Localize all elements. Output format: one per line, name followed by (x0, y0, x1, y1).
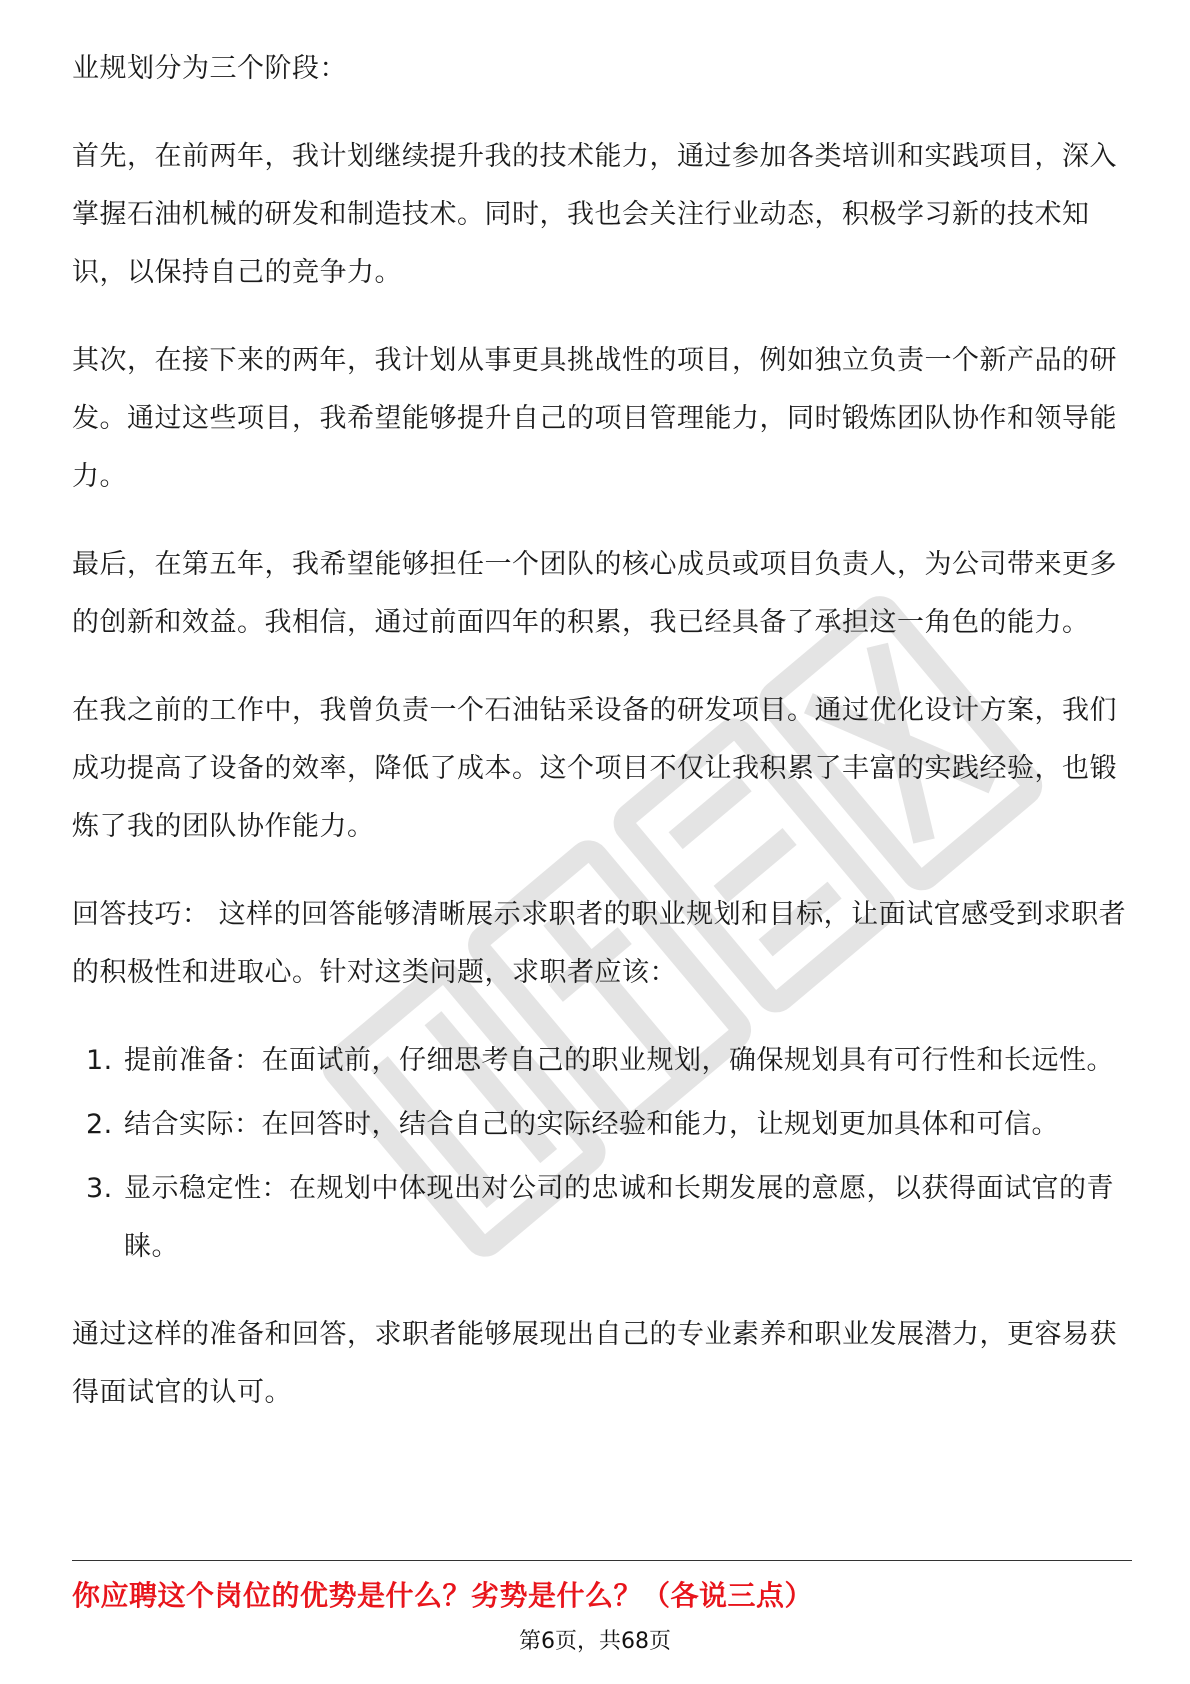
next-question-heading: 你应聘这个岗位的优势是什么？劣势是什么？（各说三点） (72, 1579, 814, 1612)
list-item-number: 1. (86, 1045, 113, 1076)
list-item-text: 显示稳定性：在规划中体现出对公司的忠诚和长期发展的意愿，以获得面试官的青睐。 (124, 1173, 1114, 1262)
list-item (72, 1096, 1132, 1154)
paragraph-closing: 通过这样的准备和回答，求职者能够展现出自己的专业素养和职业发展潜力，更容易获得面试官的认可。 (72, 1319, 1117, 1408)
paragraph-first-stage: 首先，在前两年，我计划继续提升我的技术能力，通过参加各类培训和实践项目，深入掌握石油机械的研发和制造技术。同时，我也会关注行业动态，积极学习新的技术知识，以保持自己的竞争力。 (72, 141, 1117, 288)
paragraph-third-stage: 最后，在第五年，我希望能够担任一个团队的核心成员或项目负责人，为公司带来更多的创新和效益。我相信，通过前面四年的积累，我已经具备了承担这一角色的能力。 (72, 549, 1117, 638)
list-item-text: 提前准备：在面试前，仔细思考自己的职业规划，确保规划具有可行性和长远性。 (124, 1045, 1114, 1076)
paragraph-answer-tips: 回答技巧： 这样的回答能够清晰展示求职者的职业规划和目标，让面试官感受到求职者的积极性和进取心。针对这类问题，求职者应该： (72, 899, 1127, 988)
list-item-number: 2. (86, 1109, 113, 1140)
list-item (72, 1032, 1132, 1090)
tips-list (72, 1032, 1132, 1276)
paragraph-experience: 在我之前的工作中，我曾负责一个石油钻采设备的研发项目。通过优化设计方案，我们成功提高了设备的效率，降低了成本。这个项目不仅让我积累了丰富的实践经验，也锻炼了我的团队协作能力。 (72, 695, 1117, 842)
document-body (72, 40, 1132, 1452)
paragraph-second-stage: 其次，在接下来的两年，我计划从事更具挑战性的项目，例如独立负责一个新产品的研发。通过这些项目，我希望能够提升自己的项目管理能力，同时锻炼团队协作和领导能力。 (72, 345, 1117, 492)
section-divider (72, 1560, 1132, 1561)
list-item-number: 3. (86, 1173, 113, 1204)
paragraph-intro: 业规划分为三个阶段： (72, 53, 347, 84)
list-item (72, 1160, 1132, 1276)
list-item-text: 结合实际：在回答时，结合自己的实际经验和能力，让规划更加具体和可信。 (124, 1109, 1059, 1140)
page-number: 第6页，共68页 (519, 1629, 671, 1654)
